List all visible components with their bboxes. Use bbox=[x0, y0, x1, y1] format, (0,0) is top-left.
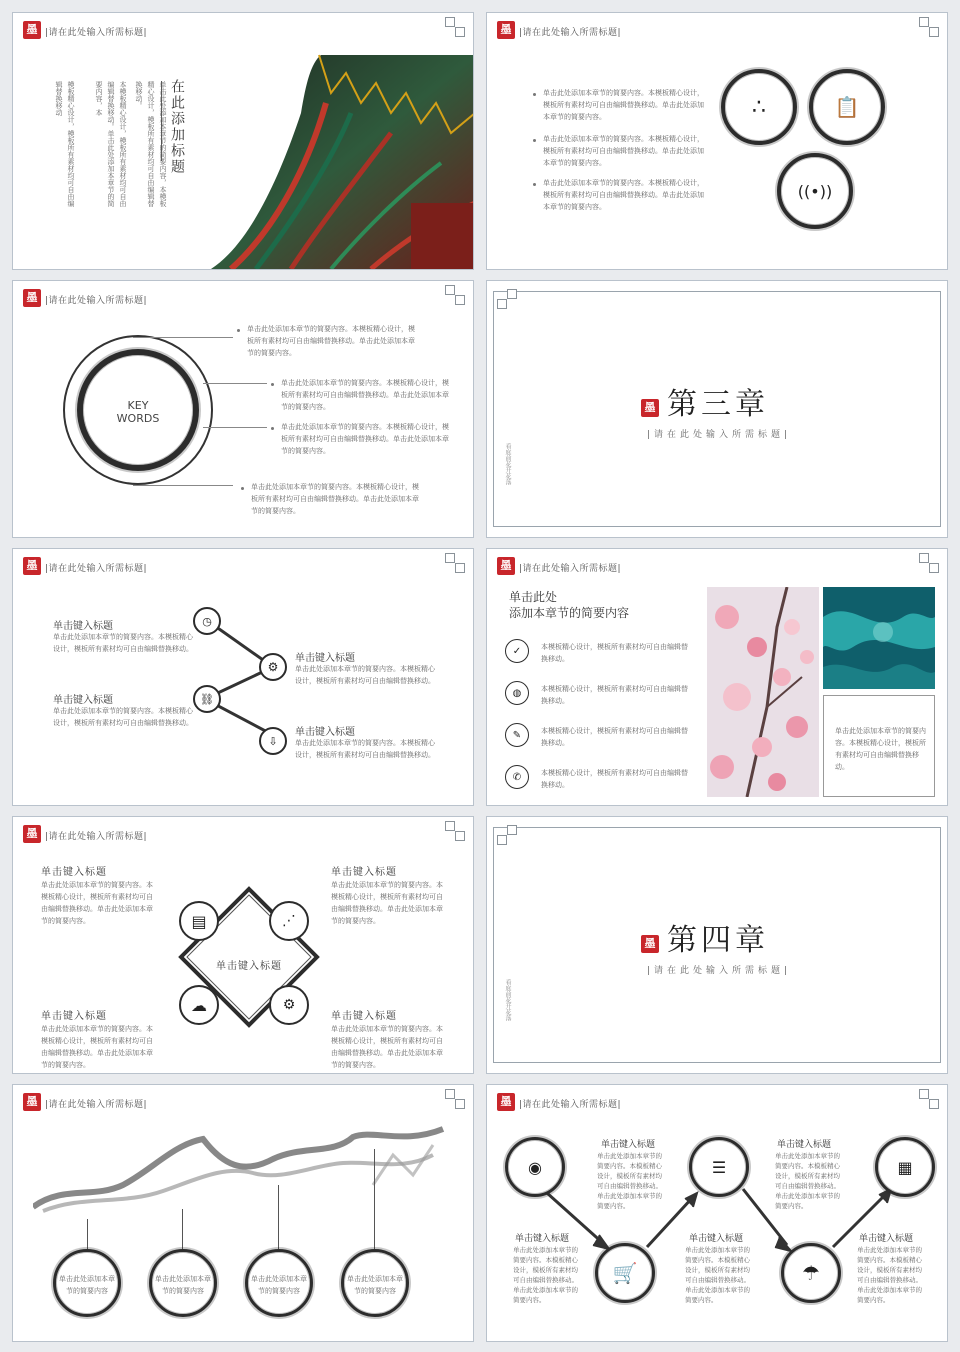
header-title: |请在此处输入所需标题| bbox=[45, 1100, 148, 1110]
connector-line bbox=[133, 485, 233, 486]
gear-icon: ⚙ bbox=[267, 660, 279, 674]
chapter-title: 第四章 bbox=[667, 923, 769, 958]
seal-logo: 墨 bbox=[497, 557, 515, 575]
header-title: |请在此处输入所需标题| bbox=[519, 28, 622, 38]
bullet bbox=[271, 427, 274, 430]
seal-logo: 墨 bbox=[23, 21, 41, 39]
seal-logo: 墨 bbox=[641, 399, 659, 417]
scatter-chart-icon: ⋰ bbox=[282, 913, 296, 929]
corner-decoration bbox=[497, 299, 507, 309]
slide-2[interactable] bbox=[486, 12, 948, 270]
corner-decoration bbox=[445, 285, 455, 295]
corner-decoration bbox=[929, 27, 939, 37]
item-title: 单击键入标题 bbox=[859, 1234, 914, 1244]
slide-9[interactable] bbox=[12, 1084, 474, 1342]
caption-text: 单击此处添加本章节的简要内容。本模板精心设计，模板所有素材均可自由编辑替换移动。 bbox=[835, 727, 926, 771]
list-item: 单击此处添加本章节的简要内容。本模板精心设计，模板所有素材均可自由编辑替换移动。单击此处添加本章节的简要内容。 bbox=[247, 325, 415, 357]
plum-blossom-image bbox=[707, 587, 819, 797]
item-title: 单击键入标题 bbox=[41, 1011, 107, 1022]
corner-decoration bbox=[445, 17, 455, 27]
compass-icon: ◷ bbox=[202, 614, 212, 628]
header-title: |请在此处输入所需标题| bbox=[45, 564, 148, 574]
slide-1[interactable] bbox=[12, 12, 474, 270]
grid-icon: ▦ bbox=[897, 1157, 913, 1177]
connector-line bbox=[278, 1185, 279, 1249]
shopping-cart-icon: 🛒 bbox=[612, 1261, 638, 1285]
chapter-title: 第三章 bbox=[667, 387, 769, 422]
slide-10[interactable] bbox=[486, 1084, 948, 1342]
slide-title: 在此添加标题 bbox=[169, 79, 185, 175]
item-body: 单击此处添加本章节的简要内容。本模板精心设计，模板所有素材均可自由编辑替换移动。单击此处添加本章节的简要内容。 bbox=[513, 1246, 578, 1304]
body-column: 模板精心设计，模板所有素材均可自由编辑替换移动 bbox=[55, 81, 75, 207]
corner-decoration bbox=[507, 289, 517, 299]
connector-line bbox=[87, 1219, 88, 1249]
bullet bbox=[241, 487, 244, 490]
corner-decoration bbox=[497, 835, 507, 845]
heading bbox=[509, 589, 629, 621]
item-body: 单击此处添加本章节的简要内容。本模板精心设计，模板所有素材均可自由编辑替换移动。单击此处添加本章节的简要内容。 bbox=[41, 1025, 153, 1069]
connector-line bbox=[182, 1209, 183, 1249]
item-title: 单击键入标题 bbox=[601, 1140, 656, 1150]
list-item: 单击此处添加本章节的简要内容。本模板精心设计，模板所有素材均可自由编辑替换移动。单击此处添加本章节的简要内容。 bbox=[281, 423, 449, 455]
list-item: 本模板精心设计，模板所有素材均可自由编辑替换移动。 bbox=[541, 769, 688, 789]
corner-decoration bbox=[455, 831, 465, 841]
umbrella-icon: ☂ bbox=[802, 1261, 820, 1285]
body-column: 本模板精心设计，模板所有素材均可自由编辑替换移动。单击此处添加本章节的简要内容，本 bbox=[95, 81, 127, 207]
item-body: 单击此处添加本章节的简要内容。本模板精心设计，模板所有素材均可自由编辑替换移动。 bbox=[295, 665, 435, 685]
side-text: 看庭前花开花落 bbox=[504, 979, 511, 1021]
ink-mountains bbox=[33, 1125, 453, 1215]
slide-8[interactable] bbox=[486, 816, 948, 1074]
corner-decoration bbox=[445, 821, 455, 831]
item-title: 单击键入标题 bbox=[331, 867, 397, 878]
item-title: 单击键入标题 bbox=[689, 1234, 744, 1244]
check-icon: ✓ bbox=[512, 645, 522, 657]
item-body: 单击此处添加本章节的简要内容。本模板精心设计，模板所有素材均可自由编辑替换移动。 bbox=[295, 739, 435, 759]
circle-text: 单击此处添加本章节的简要内容 bbox=[251, 1275, 307, 1295]
item-title: 单击键入标题 bbox=[331, 1011, 397, 1022]
keywords-line-1: KEY bbox=[127, 399, 149, 412]
circle-text: 单击此处添加本章节的简要内容 bbox=[347, 1275, 403, 1295]
slide-6[interactable] bbox=[486, 548, 948, 806]
chapter-subtitle: |请在此处输入所需标题| bbox=[647, 430, 792, 440]
item-title: 单击键入标题 bbox=[295, 653, 355, 664]
seal-logo: 墨 bbox=[497, 1093, 515, 1111]
ocean-image bbox=[823, 587, 935, 689]
team-gear-icon: ⚙ bbox=[282, 997, 296, 1013]
download-box-icon: ⇩ bbox=[268, 734, 278, 748]
item-body: 单击此处添加本章节的简要内容。本模板精心设计，模板所有素材均可自由编辑替换移动。单击此处添加本章节的简要内容。 bbox=[331, 881, 443, 925]
seal-logo: 墨 bbox=[23, 289, 41, 307]
share-nodes-icon: ∴ bbox=[752, 94, 766, 120]
bullet bbox=[271, 383, 274, 386]
header-title: |请在此处输入所需标题| bbox=[519, 1100, 622, 1110]
header-title: |请在此处输入所需标题| bbox=[45, 28, 148, 38]
cloud-network-icon: ☁ bbox=[191, 995, 207, 1015]
chapter-subtitle: |请在此处输入所需标题| bbox=[647, 966, 792, 976]
list-item: 单击此处添加本章节的简要内容。本模板精心设计，模板所有素材均可自由编辑替换移动。单击此处添加本章节的简要内容。 bbox=[543, 135, 704, 167]
header-title: |请在此处输入所需标题| bbox=[45, 296, 148, 306]
center-title: 单击键入标题 bbox=[216, 961, 282, 972]
slide-5[interactable] bbox=[12, 548, 474, 806]
temple-roof-image bbox=[211, 53, 474, 269]
slide-7[interactable] bbox=[12, 816, 474, 1074]
item-body: 单击此处添加本章节的简要内容。本模板精心设计，模板所有素材均可自由编辑替换移动。单击此处添加本章节的简要内容。 bbox=[685, 1246, 750, 1304]
corner-decoration bbox=[919, 17, 929, 27]
corner-decoration bbox=[455, 1099, 465, 1109]
body-column: 单击此处添加本章节的简要内容，本模板精心设计，模板所有素材均可自由编辑替换移动。 bbox=[135, 81, 167, 207]
list-item: 本模板精心设计，模板所有素材均可自由编辑替换移动。 bbox=[541, 643, 688, 663]
heading-line-2: 添加本章节的简要内容 bbox=[509, 606, 630, 620]
item-body: 单击此处添加本章节的简要内容。本模板精心设计，模板所有素材均可自由编辑替换移动。单击此处添加本章节的简要内容。 bbox=[597, 1152, 662, 1210]
connector-line bbox=[203, 427, 267, 428]
seal-logo: 墨 bbox=[497, 21, 515, 39]
corner-decoration bbox=[507, 825, 517, 835]
seal-logo: 墨 bbox=[23, 1093, 41, 1111]
piggy-bank-icon: ◍ bbox=[512, 687, 522, 699]
side-text: 看庭前花开花落 bbox=[504, 443, 511, 485]
item-title: 单击键入标题 bbox=[295, 727, 355, 738]
list-item: 单击此处添加本章节的简要内容。本模板精心设计，模板所有素材均可自由编辑替换移动。单击此处添加本章节的简要内容。 bbox=[543, 89, 704, 121]
bullet bbox=[533, 93, 536, 96]
slide-4[interactable] bbox=[486, 280, 948, 538]
circle-text: 单击此处添加本章节的简要内容 bbox=[59, 1275, 115, 1295]
folder-document-icon: ▤ bbox=[191, 911, 207, 931]
item-title: 单击键入标题 bbox=[53, 695, 113, 706]
item-body: 单击此处添加本章节的简要内容。本模板精心设计，模板所有素材均可自由编辑替换移动。 bbox=[53, 707, 193, 727]
header-title: |请在此处输入所需标题| bbox=[519, 564, 622, 574]
check-circle-icon: ◉ bbox=[528, 1157, 542, 1177]
list-item: 本模板精心设计，模板所有素材均可自由编辑替换移动。 bbox=[541, 685, 688, 705]
bullet bbox=[237, 329, 240, 332]
keywords-line-2: WORDS bbox=[116, 412, 160, 425]
bullet bbox=[533, 139, 536, 142]
item-body: 单击此处添加本章节的简要内容。本模板精心设计，模板所有素材均可自由编辑替换移动。单击此处添加本章节的简要内容。 bbox=[41, 881, 153, 925]
seal-logo: 墨 bbox=[23, 825, 41, 843]
person-list-icon: ☰ bbox=[711, 1157, 727, 1177]
list-item: 本模板精心设计，模板所有素材均可自由编辑替换移动。 bbox=[541, 727, 688, 747]
seal-logo: 墨 bbox=[23, 557, 41, 575]
list-item: 单击此处添加本章节的简要内容。本模板精心设计，模板所有素材均可自由编辑替换移动。单击此处添加本章节的简要内容。 bbox=[251, 483, 419, 515]
connector-line bbox=[133, 337, 233, 338]
wireless-signal-icon: ((•)) bbox=[797, 181, 833, 201]
corner-decoration bbox=[445, 553, 455, 563]
seal-logo: 墨 bbox=[641, 935, 659, 953]
item-title: 单击键入标题 bbox=[515, 1234, 570, 1244]
corner-decoration bbox=[455, 295, 465, 305]
connector-line bbox=[203, 383, 267, 384]
header-title: |请在此处输入所需标题| bbox=[45, 832, 148, 842]
corner-decoration bbox=[929, 563, 939, 573]
clipboard-edit-icon: 📋 bbox=[834, 95, 860, 119]
item-body: 单击此处添加本章节的简要内容。本模板精心设计，模板所有素材均可自由编辑替换移动。 bbox=[53, 633, 193, 653]
item-body: 单击此处添加本章节的简要内容。本模板精心设计，模板所有素材均可自由编辑替换移动。单击此处添加本章节的简要内容。 bbox=[331, 1025, 443, 1069]
connector-line bbox=[374, 1149, 375, 1249]
bullet bbox=[533, 183, 536, 186]
phone-icon: ✆ bbox=[512, 771, 522, 783]
corner-decoration bbox=[455, 563, 465, 573]
item-title: 单击键入标题 bbox=[41, 867, 107, 878]
slide-3[interactable] bbox=[12, 280, 474, 538]
list-item: 单击此处添加本章节的简要内容。本模板精心设计，模板所有素材均可自由编辑替换移动。单击此处添加本章节的简要内容。 bbox=[543, 179, 704, 211]
item-title: 单击键入标题 bbox=[53, 621, 113, 632]
edit-icon: ✎ bbox=[512, 729, 522, 741]
item-body: 单击此处添加本章节的简要内容。本模板精心设计，模板所有素材均可自由编辑替换移动。单击此处添加本章节的简要内容。 bbox=[857, 1246, 922, 1304]
heading-line-1: 单击此处 bbox=[509, 590, 558, 604]
corner-decoration bbox=[455, 27, 465, 37]
keywords-label bbox=[77, 399, 199, 425]
corner-decoration bbox=[445, 1089, 455, 1099]
item-title: 单击键入标题 bbox=[777, 1140, 832, 1150]
corner-decoration bbox=[919, 553, 929, 563]
circle-text: 单击此处添加本章节的简要内容 bbox=[155, 1275, 211, 1295]
item-body: 单击此处添加本章节的简要内容。本模板精心设计，模板所有素材均可自由编辑替换移动。单击此处添加本章节的简要内容。 bbox=[775, 1152, 840, 1210]
list-item: 单击此处添加本章节的简要内容。本模板精心设计，模板所有素材均可自由编辑替换移动。单击此处添加本章节的简要内容。 bbox=[281, 379, 449, 411]
link-icon: ⛓ bbox=[200, 692, 214, 706]
